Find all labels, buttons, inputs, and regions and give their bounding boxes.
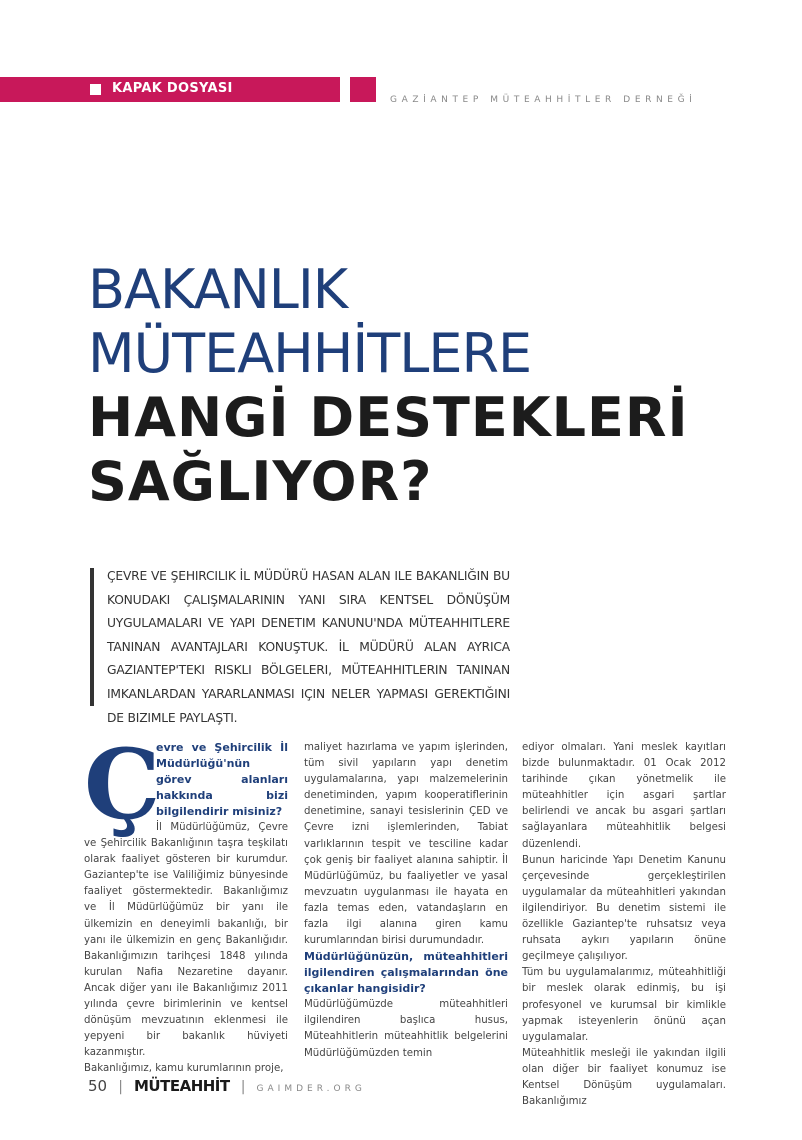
title-line-4: SAĞLIYOR? [88, 450, 433, 513]
square-icon [90, 84, 101, 95]
page-footer [88, 1076, 366, 1095]
answer-1-paragraph-1: İl Müdürlüğümüz, Çevre ve Şehircilik Bakanlığının taşra teşkilatı olarak faaliyet gösteren bir kurumdur. Gaziantep'te ise Valiliğimiz bünyesinde faaliyet göstermektedir. Bakanlığımız ve İl Müdürlüğümüz bir yanı ile ülkemizin en deneyimli bakanlığı, bir yanı ile ülkemizin en genç Bakanlığıdır. Bakanlığımızın tarihçesi 1848 yılında kurulan Nafia Nezaretine dayanır. Ancak diğer yanı ile Bakanlığımız 2011 yılında çevre birimlerinin ve kentsel dönüşüm mevzuatının eklenmesi ile yepyeni bir bakanlık hüviyeti kazanmıştır. [84, 822, 288, 1059]
answer-2-paragraph-2: Bunun haricinde Yapı Denetim Kanunu çerçevesinde gerçekleştirilen uygulamalar da müteahhitleri yakından ilgilendiriyor. Bu denetim sistemi ile özellikle Gaziantep'te ruhsatsız veya ruhsata aykırı yapıların önüne geçilmeye çalışılıyor. [522, 854, 726, 963]
answer-1-paragraph-2: maliyet hazırlama ve yapım işlerinden, tüm sivil yapıların yapı denetim uygulamalarına, yapı malzemelerinin denetiminden, yapım kooperatiflerinin denetimine, sanayi tesislerinin ÇED ve Çevre izni işlemlerinden, Tabiat varlıklarının tespit ve tesciline kadar çok geniş bir faaliyet alanına sahiptir. İl Müdürlüğümüz, bu faaliyetler ve yasal mevzuatın uygulanması ile hayata en fazla temas eden, vatandaşların en fazla ilgi alanına giren kamu kurumlarından birisi durumundadır. [304, 742, 508, 947]
answer-2-paragraph-1: ediyor olmaları. Yani meslek kayıtları bizde bulunmaktadır. 01 Ocak 2012 tarihinde çıkan yönetmelik ile müteahhitler için asgari şartlar belirlendi ve ancak bu asgari şartları sağlayanlara müteahhitlik belgesi düzenlendi. [522, 742, 726, 850]
section-label: KAPAK DOSYASI [112, 81, 233, 96]
article-column-2 [304, 740, 508, 1062]
answer-1-paragraph-2-start: Bakanlığımız, kamu kurumlarının proje, [84, 1063, 284, 1075]
title-line-1: BAKANLIK [88, 258, 348, 321]
section-header-bar [0, 77, 340, 102]
header-accent-block [350, 77, 376, 102]
page-number: 50 [88, 1077, 108, 1095]
title-line-3: HANGİ DESTEKLERİ [88, 386, 689, 449]
association-name: GAZİANTEP MÜTEAHHİTLER DERNEĞİ [390, 95, 697, 105]
article-title [88, 258, 689, 514]
answer-2-paragraph-3: Tüm bu uygulamalarımız, müteahhitliği bir meslek olarak edinmiş, bu işi profesyonel ve kurumsal bir kimlikle yapmak isteyenlerin önünü açan uygulamalar. [522, 967, 726, 1043]
website-link[interactable]: GAIMDER.ORG [256, 1084, 366, 1094]
answer-2-paragraph-4: Müteahhitlik mesleği ile yakından ilgili olan diğer bir faaliyet konumuz ise Kentsel Dönüşüm uygulamaları. Bakanlığımız [522, 1047, 726, 1108]
answer-2-paragraph-1-start: Müdürlüğümüzde müteahhitleri ilgilendiren başlıca husus, Müteahhitlerin müteahhitlik belgelerini Müdürlüğümüzden temin [304, 999, 508, 1059]
title-line-2: MÜTEAHHİTLERE [88, 322, 532, 385]
article-column-3 [522, 740, 726, 1110]
article-column-1 [84, 728, 288, 1078]
question-2: Müdürlüğünüzün, müteahhitleri ilgilendiren çalışmalarından öne çıkanlar hangisidir? [304, 950, 508, 996]
footer-separator-2: | [240, 1079, 246, 1095]
magazine-name: MÜTEAHHİT [134, 1077, 230, 1095]
footer-separator: | [118, 1079, 123, 1095]
question-1: evre ve Şehircilik İl Müdürlüğü'nün görev alanları hakkında bizi bilgilendirir misiniz? [156, 741, 288, 818]
lead-divider [90, 568, 94, 706]
drop-cap: Ç [84, 728, 161, 841]
lead-paragraph: ÇEVRE VE ŞEHIRCILIK İL MÜDÜRÜ HASAN ALAN ILE BAKANLIĞIN BU KONUDAKI ÇALIŞMALARININ YANI SIRA KENTSEL DÖNÜŞÜM UYGULAMALARI VE YAPI DENETIM KANUNU'NDA MÜTEAHHITLERE TANINAN AVANTAJLARI KONUŞTUK. İL MÜDÜRÜ ALAN AYRICA GAZIANTEP'TEKI RISKLI BÖLGELERI, MÜTEAHHITLERIN TANINAN IMKANLARDAN YARARLANMASI IÇIN NELER YAPMASI GEREKTIĞINI DE BIZIMLE PAYLAŞTI. [107, 569, 510, 725]
